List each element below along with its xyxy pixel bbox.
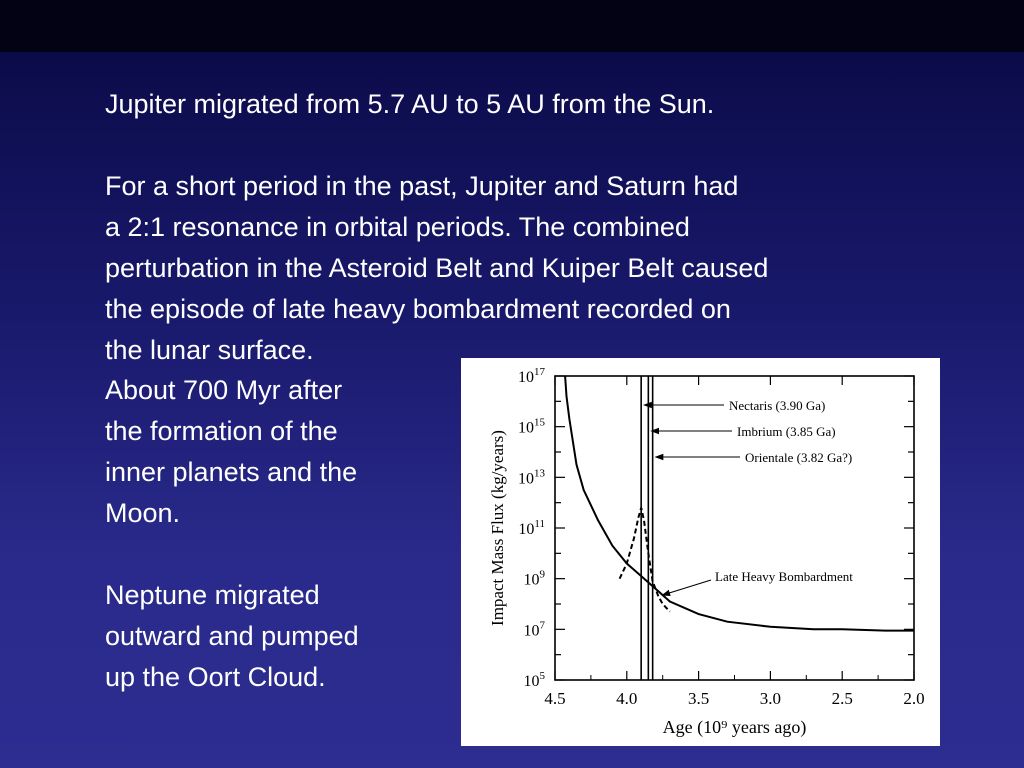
- text-line: up the Oort Cloud.: [105, 662, 326, 692]
- slide-paragraph-3: [105, 370, 357, 534]
- plot-frame: [555, 376, 914, 680]
- x-tick-label: 4.0: [616, 689, 638, 708]
- text-line: For a short period in the past, Jupiter and Saturn had: [105, 171, 739, 201]
- y-tick-label: $10^9$: [523, 568, 545, 589]
- y-axis-label: Impact Mass Flux (kg/years): [488, 430, 507, 626]
- text-line: the lunar surface.: [105, 335, 314, 365]
- text-line: the episode of late heavy bombardment recorded on: [105, 294, 731, 324]
- top-bar: [0, 0, 1024, 52]
- impact-flux-chart: [461, 358, 940, 746]
- basin-label: Imbrium (3.85 Ga): [737, 424, 836, 439]
- x-tick-label: 3.5: [687, 689, 710, 708]
- basin-label: Nectaris (3.90 Ga): [729, 398, 826, 413]
- x-tick-label: 3.0: [759, 689, 782, 708]
- y-tick-label: $10^5$: [523, 670, 545, 690]
- x-axis-label: Age (10⁹ years ago): [662, 717, 807, 737]
- y-tick-label: $10^{17}$: [518, 366, 545, 386]
- impact-flux-figure: [461, 358, 940, 746]
- y-tick-label: $10^7$: [523, 619, 545, 640]
- slide-line-1: [105, 84, 714, 125]
- slide-paragraph-2: [105, 166, 768, 371]
- text-line: perturbation in the Asteroid Belt and Kuiper Belt caused: [105, 253, 769, 283]
- text-line: the formation of the: [105, 416, 338, 446]
- text-line: Moon.: [105, 498, 181, 528]
- text-line: Jupiter migrated from 5.7 AU to 5 AU from the Sun.: [105, 89, 715, 119]
- y-tick-label: $10^{13}$: [518, 467, 545, 488]
- text-line: outward and pumped: [105, 621, 359, 651]
- text-line: About 700 Myr after: [105, 375, 343, 405]
- background-flux-line: [565, 376, 914, 631]
- lhb-annotation: Late Heavy Bombardment: [715, 569, 853, 584]
- slide-paragraph-4: [105, 575, 359, 698]
- y-tick-label: $10^{11}$: [518, 518, 545, 538]
- basin-label: Orientale (3.82 Ga?): [745, 450, 853, 465]
- lhb-arrow: [662, 580, 711, 595]
- x-tick-label: 2.0: [903, 689, 925, 708]
- y-tick-label: $10^{15}$: [518, 416, 545, 437]
- x-tick-label: 2.5: [831, 689, 853, 708]
- text-line: inner planets and the: [105, 457, 358, 487]
- text-line: Neptune migrated: [105, 580, 320, 610]
- text-line: a 2:1 resonance in orbital periods. The combined: [105, 212, 690, 242]
- x-tick-label: 4.5: [544, 689, 566, 708]
